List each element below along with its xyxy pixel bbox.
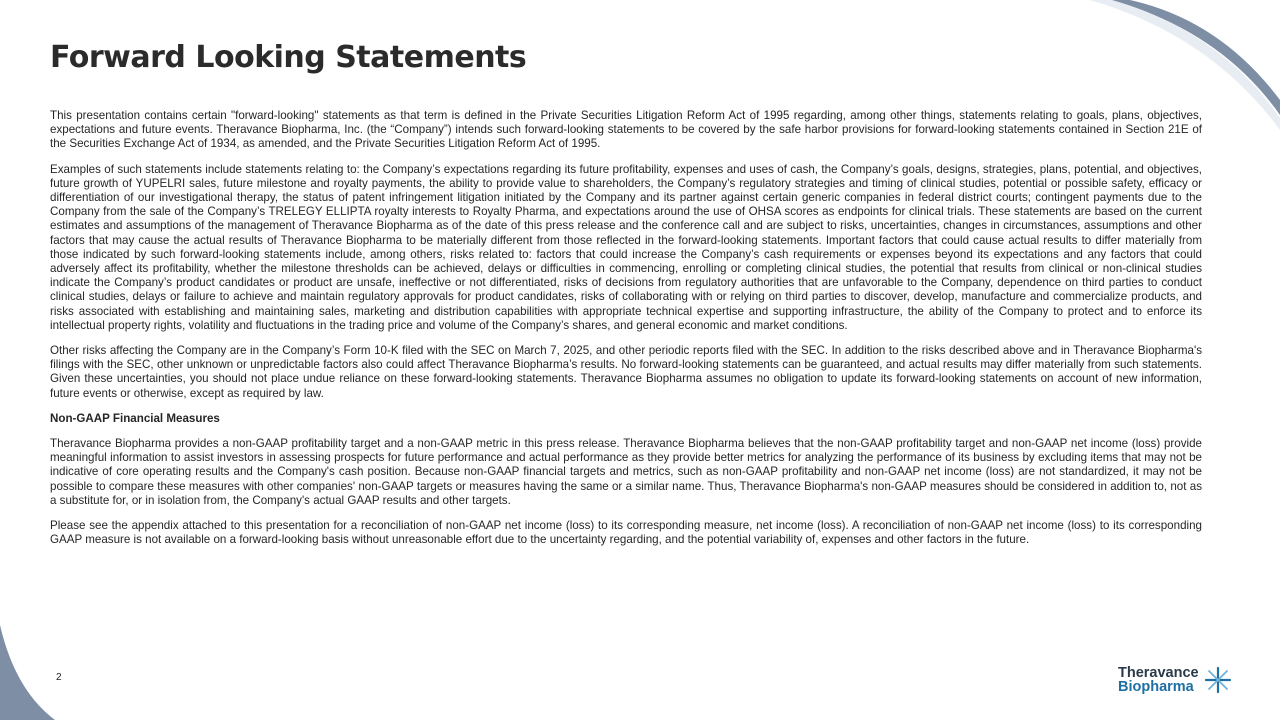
other-risks-paragraph: Other risks affecting the Company are in the Company’s Form 10-K filed with the SEC on March 7, 2025, and other periodic reports filed with the SEC. In addition to the risks described above and in Theravance Biopharma's filings with the SEC, other unknown or unpredictable factors also could affect Theravance Biopharma’s results. No forward-looking statements can be guaranteed, and actual results may differ materially from such statements. Given these uncertainties, you should not place undue reliance on these forward-looking statements. Theravance Biopharma assumes no obligation to update its forward-looking statements on account of new information, future events or otherwise, except as required by law. [50, 344, 1202, 400]
company-logo [1118, 665, 1233, 695]
slide-title: Forward Looking Statements [50, 40, 527, 75]
intro-paragraph: This presentation contains certain "forward-looking" statements as that term is defined in the Private Securities Litigation Reform Act of 1995 regarding, among other things, statements relating to goals, plans, objectives, expectations and future events. Theravance Biopharma, Inc. (the “Company”) intends such forward-looking statements to be covered by the safe harbor provisions for forward-looking statements contained in Section 21E of the Securities Exchange Act of 1934, as amended, and the Private Securities Litigation Reform Act of 1995. [50, 109, 1202, 151]
non-gaap-paragraph: Theravance Biopharma provides a non-GAAP profitability target and a non-GAAP metric in this press release. Theravance Biopharma believes that the non-GAAP profitability target and non-GAAP net income (loss) provide meaningful information to assist investors in assessing prospects for future performance and actual performance as they provide better metrics for analyzing the performance of its business by excluding items that may not be indicative of core operating results and the Company's cash position. Because non-GAAP financial targets and metrics, such as non-GAAP profitability and non-GAAP net income (loss) are not standardized, it may not be possible to compare these measures with other companies' non-GAAP targets or measures having the same or a similar name. Thus, Theravance Biopharma's non-GAAP measures should be considered in addition to, not as a substitute for, or in isolation from, the Company's actual GAAP results and other targets. [50, 437, 1202, 507]
logo-line-1: Theravance [1118, 665, 1199, 681]
page-number: 2 [56, 672, 62, 683]
examples-paragraph: Examples of such statements include statements relating to: the Company’s expectations regarding its future profitability, expenses and uses of cash, the Company’s goals, designs, strategies, plans, potential, and objectives, future growth of YUPELRI sales, future milestone and royalty payments, the ability to provide value to shareholders, the Company’s regulatory strategies and timing of clinical studies, potential or possible safety, efficacy or differentiation of our investigational therapy, the status of patent infringement litigation initiated by the Company and its partner against certain generic companies in federal district courts; contingent payments due to the Company from the sale of the Company’s TRELEGY ELLIPTA royalty interests to Royalty Pharma, and expectations around the use of OHSA scores as endpoints for clinical trials. These statements are based on the current estimates and assumptions of the management of Theravance Biopharma as of the date of this press release and the conference call and are subject to risks, uncertainties, changes in circumstances, assumptions and other factors that may cause the actual results of Theravance Biopharma to be materially different from those reflected in the forward-looking statements. Important factors that could cause actual results to differ materially from those indicated by such forward-looking statements include, among others, risks related to: factors that could increase the Company’s cash requirements or expenses beyond its expectations and any factors that could adversely affect its profitability, whether the milestone thresholds can be achieved, delays or difficulties in commencing, enrolling or completing clinical studies, the potential that results from clinical or non-clinical studies indicate the Company’s product candidates or product are unsafe, ineffective or not differentiated, risks of decisions from regulatory authorities that are unfavorable to the Company, dependence on third parties to conduct clinical studies, delays or failure to achieve and maintain regulatory approvals for product candidates, risks of collaborating with or relying on third parties to discover, develop, manufacture and commercialize products, and risks associated with establishing and maintaining sales, marketing and distribution capabilities with appropriate technical expertise and supporting infrastructure, the ability of the Company to protect and to enforce its intellectual property rights, volatility and fluctuations in the trading price and volume of the Company’s shares, and general economic and market conditions. [50, 162, 1202, 332]
disclaimer-body [50, 109, 1202, 558]
star-burst-icon [1203, 665, 1233, 695]
bottom-left-arc [0, 625, 55, 720]
reconciliation-paragraph: Please see the appendix attached to this presentation for a reconciliation of non-GAAP net income (loss) to its corresponding measure, net income (loss). A reconciliation of non-GAAP net income (loss) to its corresponding GAAP measure is not available on a forward-looking basis without unreasonable effort due to the uncertainty regarding, and the potential variability of, expenses and other factors in the future. [50, 519, 1202, 547]
logo-line-2: Biopharma [1118, 679, 1194, 695]
non-gaap-heading: Non-GAAP Financial Measures [50, 411, 220, 425]
